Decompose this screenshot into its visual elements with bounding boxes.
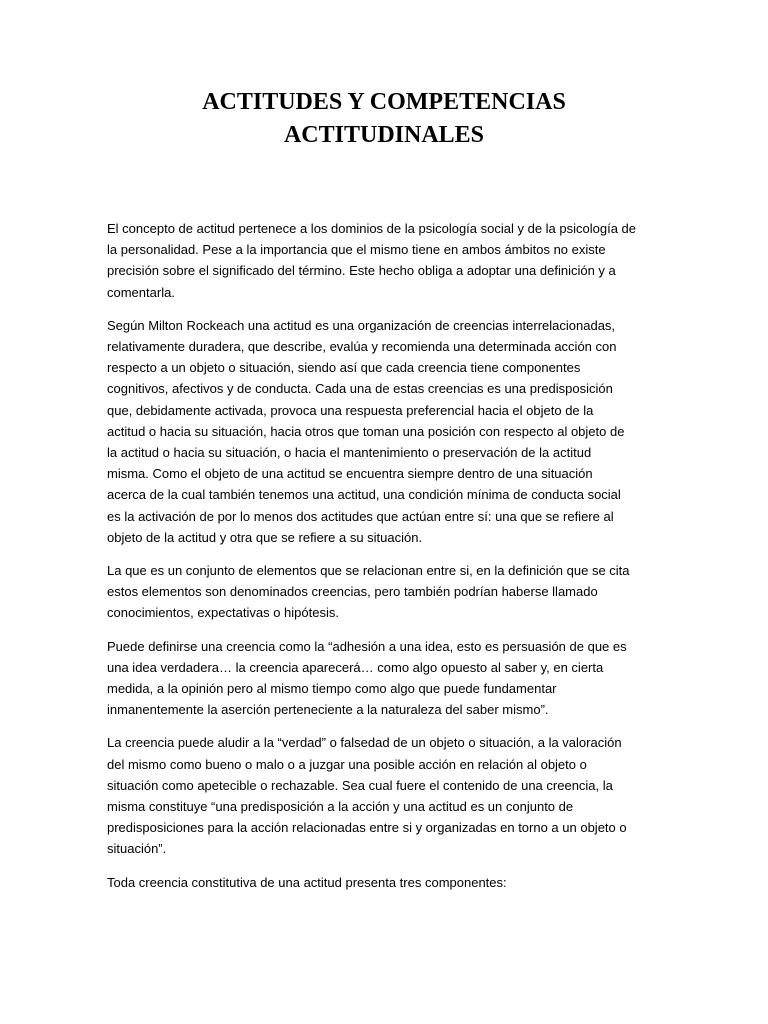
text-line: inmanentemente la aserción perteneciente a la naturaleza del saber mismo”. <box>107 702 549 718</box>
text-line: relativamente duradera, que describe, evalúa y recomienda una determinada acción con <box>107 339 617 355</box>
text-line: predisposiciones para la acción relacionadas entre si y organizadas en torno a un objeto o <box>107 820 627 836</box>
text-line: Toda creencia constitutiva de una actitud presenta tres componentes: <box>107 874 507 890</box>
text-line: La que es un conjunto de elementos que se relacionan entre si, en la definición que se cita <box>107 563 630 579</box>
text-line: comentarla. <box>107 284 175 300</box>
title-line: ACTITUDINALES <box>283 122 485 148</box>
paragraph <box>107 732 667 859</box>
document-title <box>0 86 768 152</box>
text-line: la personalidad. Pese a la importancia que el mismo tiene en ambos ámbitos no existe <box>107 242 606 258</box>
text-line: medida, a la opinión pero al mismo tiempo como algo que puede fundamentar <box>107 681 557 697</box>
text-line: situación”. <box>107 841 167 857</box>
text-line: conocimientos, expectativas o hipótesis. <box>107 605 339 621</box>
text-line: actitud o hacia su situación, hacia otros que toman una posición con respecto al objeto de <box>107 423 625 439</box>
text-line: La creencia puede aludir a la “verdad” o falsedad de un objeto o situación, a la valoración <box>107 735 622 751</box>
text-line: situación como apetecible o rechazable. Sea cual fuere el contenido de una creencia, la <box>107 777 613 793</box>
text-line: misma constituye “una predisposición a la acción y una actitud es un conjunto de <box>107 799 574 815</box>
title-line: ACTITUDES Y COMPETENCIAS <box>202 89 566 115</box>
paragraph <box>107 218 667 303</box>
text-line: misma. Como el objeto de una actitud se encuentra siempre dentro de una situación <box>107 466 593 482</box>
text-line: cognitivos, afectivos y de conducta. Cada una de estas creencias es una predisposición <box>107 381 613 397</box>
document-body <box>107 218 667 905</box>
text-line: Según Milton Rockeach una actitud es una organización de creencias interrelacionadas, <box>107 317 616 333</box>
text-line: respecto a un objeto o situación, siendo así que cada creencia tiene componentes <box>107 360 581 376</box>
text-line: la actitud o hacia su situación, o hacia el mantenimiento o preservación de la actitud <box>107 445 592 461</box>
paragraph <box>107 636 667 721</box>
text-line: precisión sobre el significado del término. Este hecho obliga a adoptar una definición y a <box>107 263 616 279</box>
text-line: acerca de la cual también tenemos una actitud, una condición mínima de conducta social <box>107 487 621 503</box>
paragraph <box>107 560 667 624</box>
paragraph <box>107 872 667 893</box>
text-line: estos elementos son denominados creencias, pero también podrían haberse llamado <box>107 584 598 600</box>
text-line: El concepto de actitud pertenece a los dominios de la psicología social y de la psicología de <box>107 221 636 236</box>
text-line: que, debidamente activada, provoca una respuesta preferencial hacia el objeto de la <box>107 402 594 418</box>
paragraph <box>107 315 667 548</box>
text-line: una idea verdadera… la creencia aparecerá… como algo opuesto al saber y, en cierta <box>107 659 604 675</box>
text-line: es la activación de por lo menos dos actitudes que actúan entre sí: una que se refiere al <box>107 508 614 524</box>
text-line: objeto de la actitud y otra que se refiere a su situación. <box>107 529 423 545</box>
text-line: Puede definirse una creencia como la “adhesión a una idea, esto es persuasión de que es <box>107 638 627 654</box>
text-line: del mismo como bueno o malo o a juzgar una posible acción en relación al objeto o <box>107 756 587 772</box>
